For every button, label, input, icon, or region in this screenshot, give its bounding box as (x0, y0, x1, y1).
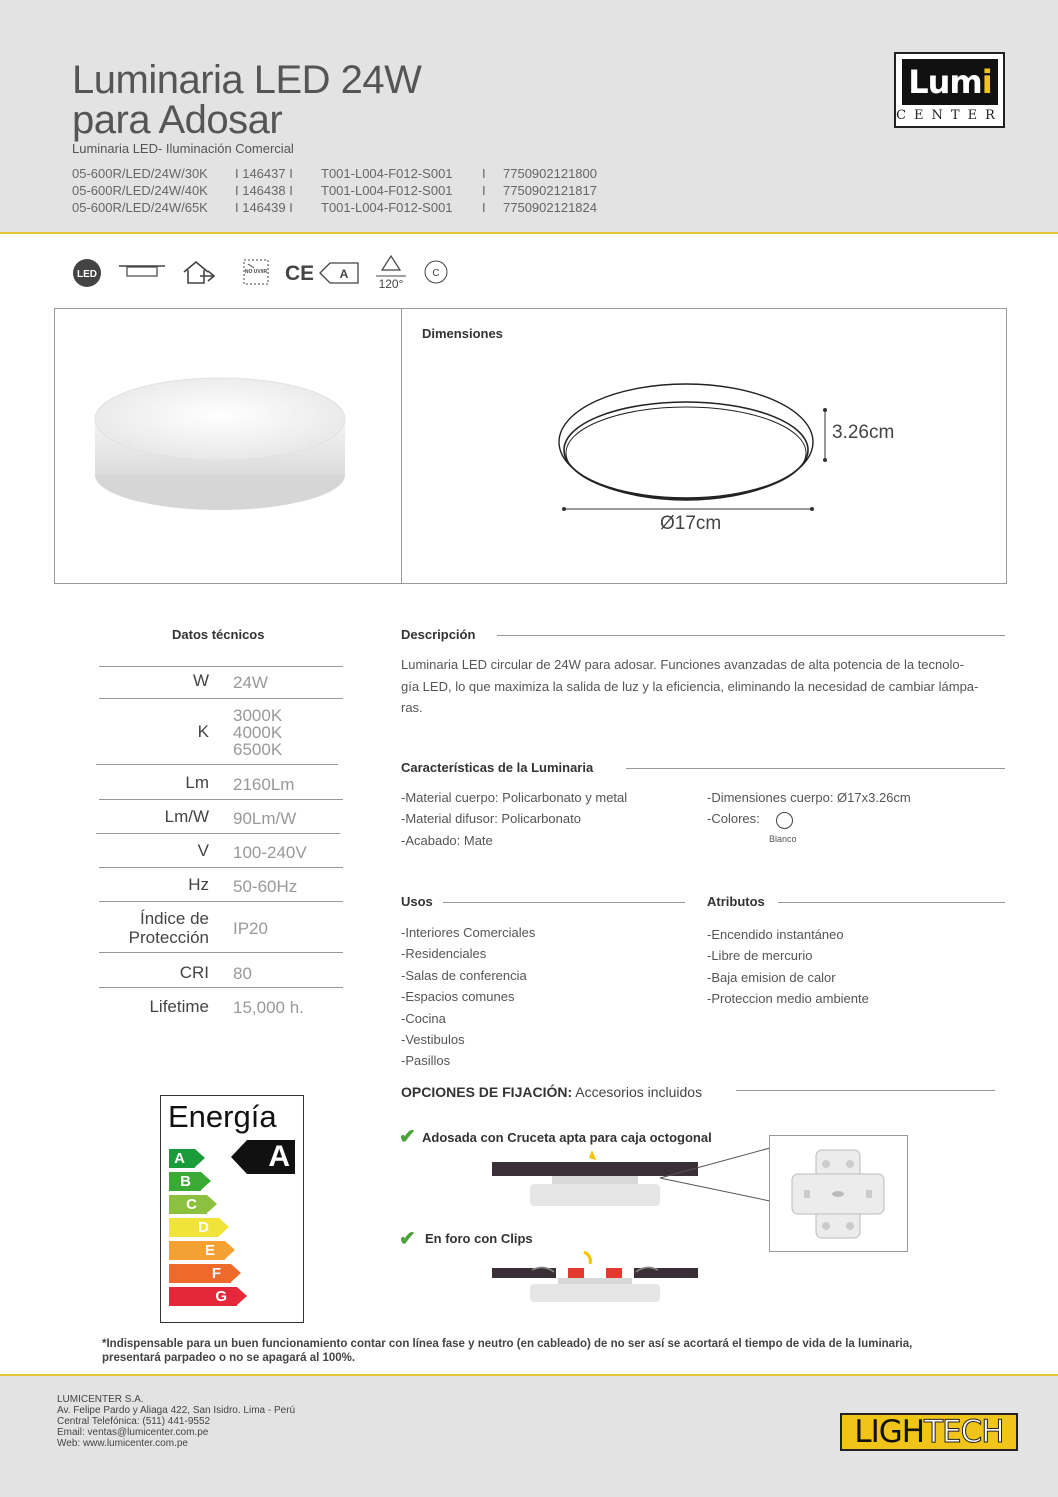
tech-data-title: Datos técnicos (172, 627, 265, 642)
energy-class-icon (318, 261, 360, 290)
lumicenter-logo (894, 52, 1005, 128)
tech-row (96, 833, 340, 867)
mounting-options-title: OPCIONES DE FIJACIÓN: Accesorios incluidos (401, 1084, 703, 1100)
energy-band: D (169, 1218, 219, 1237)
surface-mount-icon (117, 262, 167, 287)
features-left-list (401, 787, 627, 851)
uses-list (401, 922, 535, 1072)
ref-code: T001-L004-F012-S001 (321, 183, 453, 198)
description-line: ras. (401, 700, 423, 715)
list-item: -Salas de conferencia (401, 967, 527, 983)
company-address: Av. Felipe Pardo y Aliaga 422, San Isidro. Lima - Perú (57, 1405, 296, 1416)
tech-key: V (197, 841, 209, 860)
energy-band: E (169, 1241, 225, 1260)
list-item: -Cocina (401, 1010, 446, 1026)
energy-label (160, 1095, 304, 1323)
lightech-logo: LIGHTECH (840, 1413, 1018, 1451)
tech-row (99, 698, 343, 764)
description-line: Luminaria LED circular de 24W para adosar. Funciones avanzadas de alta potencia de la tecnolo- (401, 657, 964, 672)
subtitle: Luminaria LED- Iluminación Comercial (72, 141, 294, 156)
tech-key: Hz (188, 875, 209, 894)
list-item: -Libre de mercurio (707, 948, 813, 964)
sku-code: I 146438 I (235, 183, 293, 198)
title-line-2: para Adosar (72, 98, 283, 142)
list-item: -Colores: (707, 811, 760, 827)
divider (778, 902, 1005, 903)
ean-code: 7750902121800 (503, 166, 597, 181)
list-item: -Espacios comunes (401, 989, 515, 1005)
ean-code: 7750902121824 (503, 200, 597, 215)
tech-key: Índice de (140, 909, 209, 928)
product-photo (92, 374, 352, 519)
tech-value: 2160Lm (233, 775, 295, 794)
energy-title: Energía (168, 1099, 277, 1134)
ref-code: T001-L004-F012-S001 (321, 200, 453, 215)
list-item: -Pasillos (401, 1053, 451, 1069)
tech-value: 3000K (233, 706, 283, 725)
features-title: Características de la Luminaria (401, 760, 594, 775)
dimension-diameter: Ø17cm (660, 513, 722, 534)
divider (736, 1090, 995, 1091)
panel-divider (401, 308, 402, 584)
tech-value: 50-60Hz (233, 877, 298, 896)
tech-row (96, 764, 338, 799)
ean-code: 7750902121817 (503, 183, 597, 198)
svg-text:NO UV/IR: NO UV/IR (244, 269, 268, 275)
svg-text:CE: CE (285, 262, 313, 284)
dimensions-title: Dimensiones (422, 326, 503, 341)
tech-row (99, 952, 343, 987)
crossbar-bracket-image (769, 1135, 908, 1252)
sku-code: I 146439 I (235, 200, 293, 215)
model-code: 05-600R/LED/24W/40K (72, 183, 208, 198)
description-title: Descripción (401, 627, 476, 642)
ce-mark-icon (285, 260, 313, 289)
beam-angle-icon (372, 254, 410, 299)
company-web[interactable]: Web: www.lumicenter.com.pe (57, 1438, 188, 1449)
tech-key: K (197, 722, 209, 741)
tech-value: 80 (233, 964, 252, 983)
tech-key: Lm (185, 773, 209, 792)
model-code: 05-600R/LED/24W/30K (72, 166, 208, 181)
energy-rating-badge: A (247, 1140, 295, 1174)
list-item: -Baja emision de calor (707, 969, 836, 985)
description-line: gía LED, lo que maximiza la salida de luz y la eficiencia, eliminando la necesidad de cambiar lámpa- (401, 678, 979, 694)
list-item: -Proteccion medio ambiente (707, 991, 869, 1007)
dimension-drawing (555, 378, 835, 523)
separator: I (482, 183, 486, 198)
ref-code: T001-L004-F012-S001 (321, 166, 453, 181)
tech-value: 15,000 h. (233, 998, 304, 1017)
energy-band: C (169, 1195, 207, 1214)
tech-row (99, 901, 343, 952)
energy-band: B (169, 1172, 201, 1191)
svg-text:C: C (432, 268, 440, 279)
company-email[interactable]: Email: ventas@lumicenter.com.pe (57, 1427, 209, 1438)
list-item: -Material difusor: Policarbonato (401, 811, 581, 827)
tech-row (99, 799, 343, 833)
tech-key: Lifetime (149, 997, 209, 1016)
led-icon (72, 258, 102, 293)
tech-value: IP20 (233, 919, 268, 938)
sku-code: I 146437 I (235, 166, 293, 181)
company-phone: Central Telefónica: (511) 441-9552 (57, 1416, 211, 1427)
tech-key: Protección (128, 928, 209, 947)
list-item: -Encendido instantáneo (707, 927, 844, 942)
tech-value: 100-240V (233, 843, 307, 862)
surface-mount-diagram (492, 1146, 782, 1221)
svg-text:LED: LED (77, 269, 97, 280)
footnote (102, 1337, 1002, 1365)
separator: I (482, 166, 486, 181)
dimension-height: 3.26cm (832, 422, 895, 443)
uses-title: Usos (401, 894, 433, 909)
energy-band: G (169, 1287, 237, 1306)
energy-band: A (169, 1149, 195, 1168)
checkmark-icon: ✔ (399, 1228, 416, 1250)
energy-band: F (169, 1264, 231, 1283)
title-line-1: Luminaria LED 24W (72, 58, 422, 102)
list-item: -Acabado: Mate (401, 832, 493, 848)
tech-row (99, 987, 343, 1021)
tech-key: Lm/W (164, 807, 209, 826)
tech-key: CRI (179, 963, 209, 982)
svg-text:A: A (339, 267, 349, 281)
tech-value: 90Lm/W (233, 809, 297, 828)
model-code: 05-600R/LED/24W/65K (72, 200, 208, 215)
page-title (72, 60, 421, 140)
tech-value: 24W (233, 673, 268, 692)
description-text (401, 654, 1011, 719)
logo-center-text: CENTER (896, 108, 1003, 123)
indoor-home-icon (180, 258, 218, 291)
attributes-title: Atributos (707, 894, 765, 909)
divider (443, 902, 685, 903)
no-uv-ir-icon (242, 258, 270, 291)
color-name: Blanco (769, 834, 797, 844)
recessed-clips-diagram (492, 1250, 702, 1311)
attributes-list (707, 924, 869, 1010)
tech-key: W (192, 671, 209, 690)
tech-value: 6500K (233, 740, 283, 759)
list-item: -Interiores Comerciales (401, 925, 536, 940)
divider (497, 635, 1005, 636)
mounting-option-1: Adosada con Cruceta apta para caja octogonal (422, 1130, 712, 1145)
features-right-list (707, 787, 911, 830)
divider (626, 768, 1005, 769)
svg-text:120°: 120° (378, 277, 404, 291)
list-item: -Dimensiones cuerpo: Ø17x3.26cm (707, 790, 911, 805)
list-item: -Material cuerpo: Policarbonato y metal (401, 790, 628, 805)
list-item: -Vestibulos (401, 1031, 465, 1047)
tech-value: 4000K (233, 723, 283, 742)
color-swatch (776, 812, 793, 829)
logo-mark: Lumi (902, 59, 998, 105)
mounting-option-2: En foro con Clips (425, 1231, 533, 1246)
checkmark-icon: ✔ (399, 1126, 416, 1148)
class-c-icon (424, 260, 450, 291)
separator: I (482, 200, 486, 215)
company-name: LUMICENTER S.A. (57, 1394, 144, 1405)
footnote-line: presentará parpadeo o no se apagará al 100%. (102, 1352, 356, 1364)
list-item: -Residenciales (401, 946, 487, 962)
footer-contact-info (57, 1394, 295, 1449)
footnote-line: *Indispensable para un buen funcionamiento contar con línea fase y neutro (en cableado) de no ser así se acortará el tiempo de vida de la luminaria, (102, 1338, 913, 1350)
tech-row (99, 666, 343, 698)
tech-row (99, 867, 343, 901)
